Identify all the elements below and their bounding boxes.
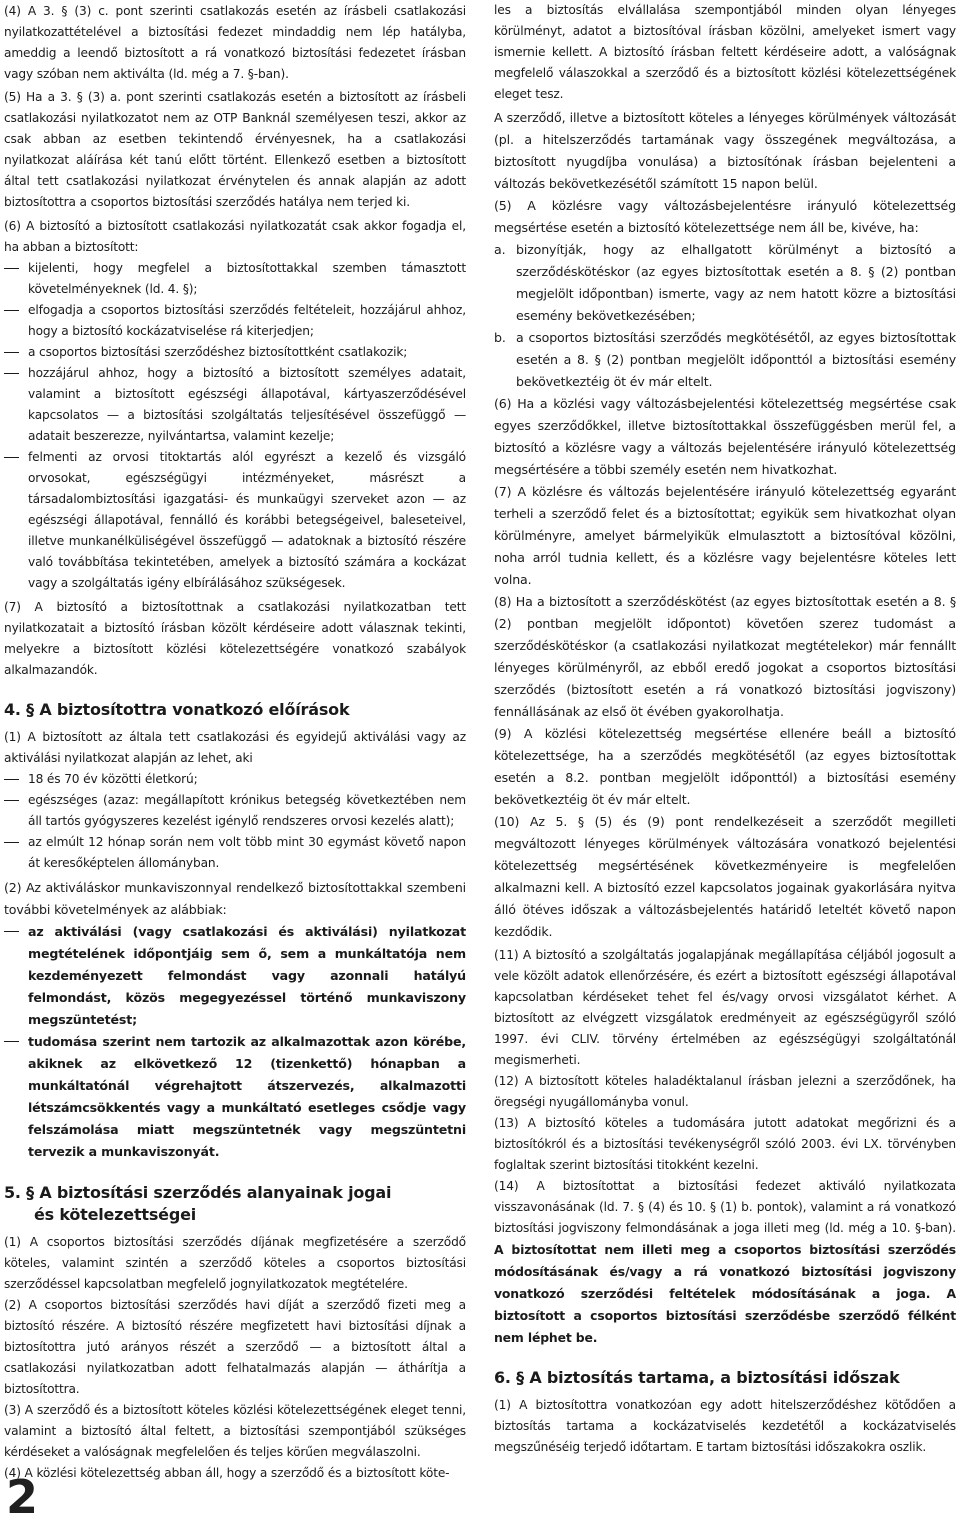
paragraph-5-13: (13) A biztosító köteles a tudomására jutott adatokat megőrizni és a biztosítókról és a biztosítási tevékenységről szóló 2003. évi LX. törvényben foglaltak szerint biztosítási titokként kezelni.	[494, 1116, 956, 1172]
list-item: az aktiválási (vagy csatlakozási és aktiválási) nyilatkozat megtételének időpontjáig sem ő, sem a munkáltatója nem kezdeményezett felmondást vagy azonnali hatályú felmondást, közös megegyezéssel történő munkaviszony megszüntetést;	[4, 921, 466, 1031]
list-item-text: a csoportos biztosítási szerződés megkötésétől, az egyes biztosítottak esetén a 8. § (2) pontban megjelölt időponttól a biztosítási esemény bekövetkeztéig öt év már eltelt.	[516, 330, 956, 389]
left-column	[4, 0, 466, 1484]
list-4-1	[4, 769, 466, 874]
paragraph-5-4-bold: A szerződő, illetve a biztosított köteles a lényeges körülmények változását (pl. a hitelszerződés tartamának vagy összegének megváltozása, a biztosított nyugdíjba vonulása) a biztosítónak írásban bejelenteni a változás bekövetkezésétől számított 15 napon belül.	[494, 110, 956, 191]
list-item: 18 és 70 év közötti életkorú;	[4, 769, 466, 790]
section-heading-5	[4, 1182, 466, 1226]
list-item: hozzájárul ahhoz, hogy a biztosító a biztosított személyes adatait, valamint a biztosított egészségi állapotával, kártyaszerződésével kapcsolatos — a biztosítási szolgáltatás teljesítésével összefüggő — adatait beszerezze, nyilvántartsa, valamint kezelje;	[4, 363, 466, 447]
paragraph-5-6: (6) Ha a közlési vagy változásbejelentési kötelezettség megsértése csak egyes szerződőkkel, illetve biztosítottakkal összefüggésben merül fel, a biztosító a közlésre vagy a változás bejelentésére irányuló kötelezettség megsértésére a többi személy esetén nem hivatkozhat.	[494, 396, 956, 477]
list-item: a csoportos biztosítási szerződéshez biztosítottként csatlakozik;	[4, 342, 466, 363]
paragraph-5-11: (11) A biztosító a szolgáltatás jogalapjának megállapítása céljából jogosult a vele közölt adatok ellenőrzésére, és ezért a biztosított egészségi állapotával kapcsolatban kérdéseket tehet fel és/vagy orvosi vizsgálatot kérhet. A biztosított az elvégzett vizsgálatok eredményeit az egészségügyről szóló 1997. évi CLIV. törvény értelmében az egészségügyi szolgáltatónál megismerheti.	[494, 948, 956, 1067]
paragraph-5-14-normal: (14) A biztosítottat a biztosítási fedezet aktiváló nyilatkozata visszavonásának (ld. 7. § (4) és 10. § (1) b. pontok), valamint a rá vonatkozó biztosítási jogviszony felmondásának a joga illeti meg (ld. még a 10. §-ban).	[494, 1179, 956, 1235]
list-item: elfogadja a csoportos biztosítási szerződés feltételeit, hozzájárul ahhoz, hogy a biztosító kockázatviselése rá kiterjedjen;	[4, 300, 466, 342]
list-item: felmenti az orvosi titoktartás alól egyrészt a kezelő és vizsgáló orvosokat, egészségügyi intézményeket, másrészt a társadalombiztosítási igazgatási- és munkaügyi szerveket azon — az egészségi állapotával, fennálló és korábbi betegségeivel, baleseteivel, illetve munkanélküliségével összefüggő — adatoknak a biztosító részére való továbbítása tekintetében, amelyek a biztosító számára a kockázat vagy a szolgáltatás igény elbírálásához szükségesek.	[4, 447, 466, 594]
list-3-6	[4, 258, 466, 594]
list-item	[494, 327, 956, 393]
paragraph-3-6-intro: (6) A biztosító a biztosított csatlakozási nyilatkozatát csak akkor fogadja el, ha abban a biztosított:	[4, 219, 466, 254]
paragraph-5-5-intro: (5) A közlésre vagy változásbejelentésre irányuló kötelezettség megsértése esetén a biztosító kötelezettsége nem áll be, kivéve, ha:	[494, 198, 956, 235]
list-item-text: bizonyítják, hogy az elhallgatott körülményt a biztosító a szerződéskötéskor (az egyes biztosítottak esetén a 8. § (2) pontban megjelölt időpontban) ismerte, vagy az nem hatott közre a biztosítási esemény bekövetkezésében;	[516, 242, 956, 323]
section-heading-6: 6. § A biztosítás tartama, a biztosítási időszak	[494, 1368, 900, 1387]
list-item: kijelenti, hogy megfelel a biztosítottakkal szemben támasztott követelményeknek (ld. 4. §);	[4, 258, 466, 300]
list-5-5	[494, 239, 956, 393]
list-marker: a.	[494, 242, 506, 257]
section-heading-5-line1: 5. § A biztosítási szerződés alanyainak jogai	[4, 1183, 392, 1202]
paragraph-4-1-intro: (1) A biztosított az általa tett csatlakozási és egyidejű aktiválási vagy az aktiválási nyilatkozat alapján az lehet, aki	[4, 730, 466, 765]
list-4-2	[4, 921, 466, 1163]
paragraph-5-2: (2) A csoportos biztosítási szerződés havi díját a szerződő fizeti meg a biztosító részére. A biztosító részére megfizetett havi biztosítási díjnak a biztosítottra jutó arányos részét a szerződő — a biztosított által a csatlakozási nyilatkozatban adott felhatalmazás alapján — áthárítja a biztosítottra.	[4, 1298, 466, 1396]
list-item: egészséges (azaz: megállapított krónikus betegség következtében nem áll tartós gyógyszeres kezelést igénylő rendszeres orvosi kezelés alatt);	[4, 790, 466, 832]
paragraph-5-4-start: (4) A közlési kötelezettség abban áll, hogy a szerződő és a biztosított köte-	[4, 1466, 450, 1480]
list-item: tudomása szerint nem tartozik az alkalmazottak azon körébe, akiknek az elkövetkező 12 (tizenkettő) hónapban a munkáltatónál végrehajtott átszervezés, alkalmazotti létszámcsökkentés vagy a munkáltató esetleges csődje vagy felszámolása miatt megszüntetnék vagy megszüntetni tervezik a munkaviszonyát.	[4, 1031, 466, 1163]
paragraph-5-12: (12) A biztosított köteles haladéktalanul írásban jelezni a szerződőnek, ha öregségi nyugállományba vonul.	[494, 1074, 956, 1109]
paragraph-5-4-continued: les a biztosítás elvállalása szempontjából minden olyan lényeges körülményt, adatot a biztosítóval írásban közölni, amelyeket ismert vagy ismernie kellett. A biztosító írásban feltett kérdéseire adott, a valóságnak megfelelő válaszokkal a szerződő és a biztosított közlési kötelezettségének eleget tesz.	[494, 3, 956, 101]
paragraph-5-10: (10) Az 5. § (5) és (9) pont rendelkezéseit a szerződőt megilleti megváltozott lényeges körülmények változására vonatkozó bejelentési kötelezettség megsértésének következményeire is megfelelően alkalmazni kell. A biztosító ezzel kapcsolatos jogainak gyakorlására nyitva álló ötéves időszak a változásbejelentés határidő leteltét követő napon kezdődik.	[494, 814, 956, 939]
list-marker: b.	[494, 330, 506, 345]
paragraph-6-1: (1) A biztosítottra vonatkozóan egy adott hitelszerződéshez kötődően a biztosítás tartama a kockázatviselés kezdetétől a kockázatviselés megszűnéséig terjedő időtartam. E tartam biztosítási időszakokra oszlik.	[494, 1398, 956, 1454]
paragraph-5-9: (9) A közlési kötelezettség megsértése ellenére beáll a biztosító kötelezettsége, ha a szerződés megkötésétől (az egyes biztosítottak esetén a 8.2. pontban megjelölt időponttól) a biztosítási esemény bekövetkeztéig öt év már eltelt.	[494, 726, 956, 807]
paragraph-5-3: (3) A szerződő és a biztosított köteles közlési kötelezettségének eleget tenni, valamint a biztosító által feltett, a biztosítási szempontjából szükséges kérdéseket a valóságnak megfelelően és teljes körűen megválaszolni.	[4, 1403, 466, 1459]
paragraph-3-4: (4) A 3. § (3) c. pont szerinti csatlakozás esetén az írásbeli csatlakozási nyilatkozattételével a biztosítási fedezet mindaddig nem lép hatályba, ameddig a leendő biztosított a rá vonatkozó biztosítási fedezetet írásban vagy szóban nem aktiválta (ld. még a 7. §-ban).	[4, 4, 466, 81]
section-heading-5-line2: és kötelezettségei	[34, 1205, 197, 1224]
paragraph-5-14-bold: A biztosítottat nem illeti meg a csoportos biztosítási szerződés módosításának és/vagy a rá vonatkozó biztosítási jogviszony vonatkozó szerződési feltételek módosításának a joga. A biztosított a csoportos biztosítási szerződésbe szerződő félként nem léphet be.	[494, 1242, 956, 1345]
list-item: az elmúlt 12 hónap során nem volt több mint 30 egymást követő napon át keresőképtelen állományban.	[4, 832, 466, 874]
paragraph-3-7: (7) A biztosító a biztosítottnak a csatlakozási nyilatkozatban tett nyilatkozatait a biztosító írásban közölt kérdéseire adott válasznak tekinti, melyekre a biztosított közlési kötelezettségére vonatkozó szabályok alkalmazandók.	[4, 600, 466, 677]
paragraph-3-5: (5) Ha a 3. § (3) a. pont szerinti csatlakozás esetén a biztosított az írásbeli csatlakozási nyilatkozatot nem az OTP Banknál személyesen teszi, akkor az csak abban az esetben tekintendő érvényesnek, ha a csatlakozási nyilatkozat aláírása két tanú előtt történt. Ellenkező esetben a biztosított által tett csatlakozási nyilatkozat érvénytelen és annak alapján az adott biztosítottra a csoportos biztosítási szerződés hatálya nem terjed ki.	[4, 90, 466, 209]
paragraph-4-2-intro: (2) Az aktiváláskor munkaviszonnyal rendelkező biztosítottakkal szembeni további követelmények az alábbiak:	[4, 880, 466, 917]
page-number: 2	[6, 1470, 39, 1524]
paragraph-5-7: (7) A közlésre és változás bejelentésére irányuló kötelezettség egyaránt terheli a szerződő felet és a biztosítottat; egyikük sem hivatkozhat olyan körülményre, amelyet bármelyikük elmulasztott a biztosítóval közölni, noha arról tudnia kellett, és a közlésre vagy bejelentésre köteles lett volna.	[494, 484, 956, 587]
section-heading-4: 4. § A biztosítottra vonatkozó előírások	[4, 700, 350, 719]
paragraph-5-1: (1) A csoportos biztosítási szerződés díjának megfizetésére a szerződő köteles, valamint szintén a szerződő köteles a csoportos biztosítási szerződéssel kapcsolatban megfelelő jognyilatkozatok megtételére.	[4, 1235, 466, 1291]
paragraph-5-14	[494, 1176, 956, 1349]
right-column	[494, 0, 956, 1458]
list-item	[494, 239, 956, 327]
paragraph-5-8: (8) Ha a biztosított a szerződéskötést (az egyes biztosítottak esetén a 8. § (2) pontban megjelölt időpontot) követően szerez tudomást a szerződéskötéskor (a csatlakozási nyilatkozat megtételekor) már fennállt lényeges körülményről, az ebből eredő jogokat a csoportos biztosítási szerződés (biztosított esetén a rá vonatkozó biztosítási jogviszony) fennállásának az első öt évében gyakorolhatja.	[494, 594, 956, 719]
